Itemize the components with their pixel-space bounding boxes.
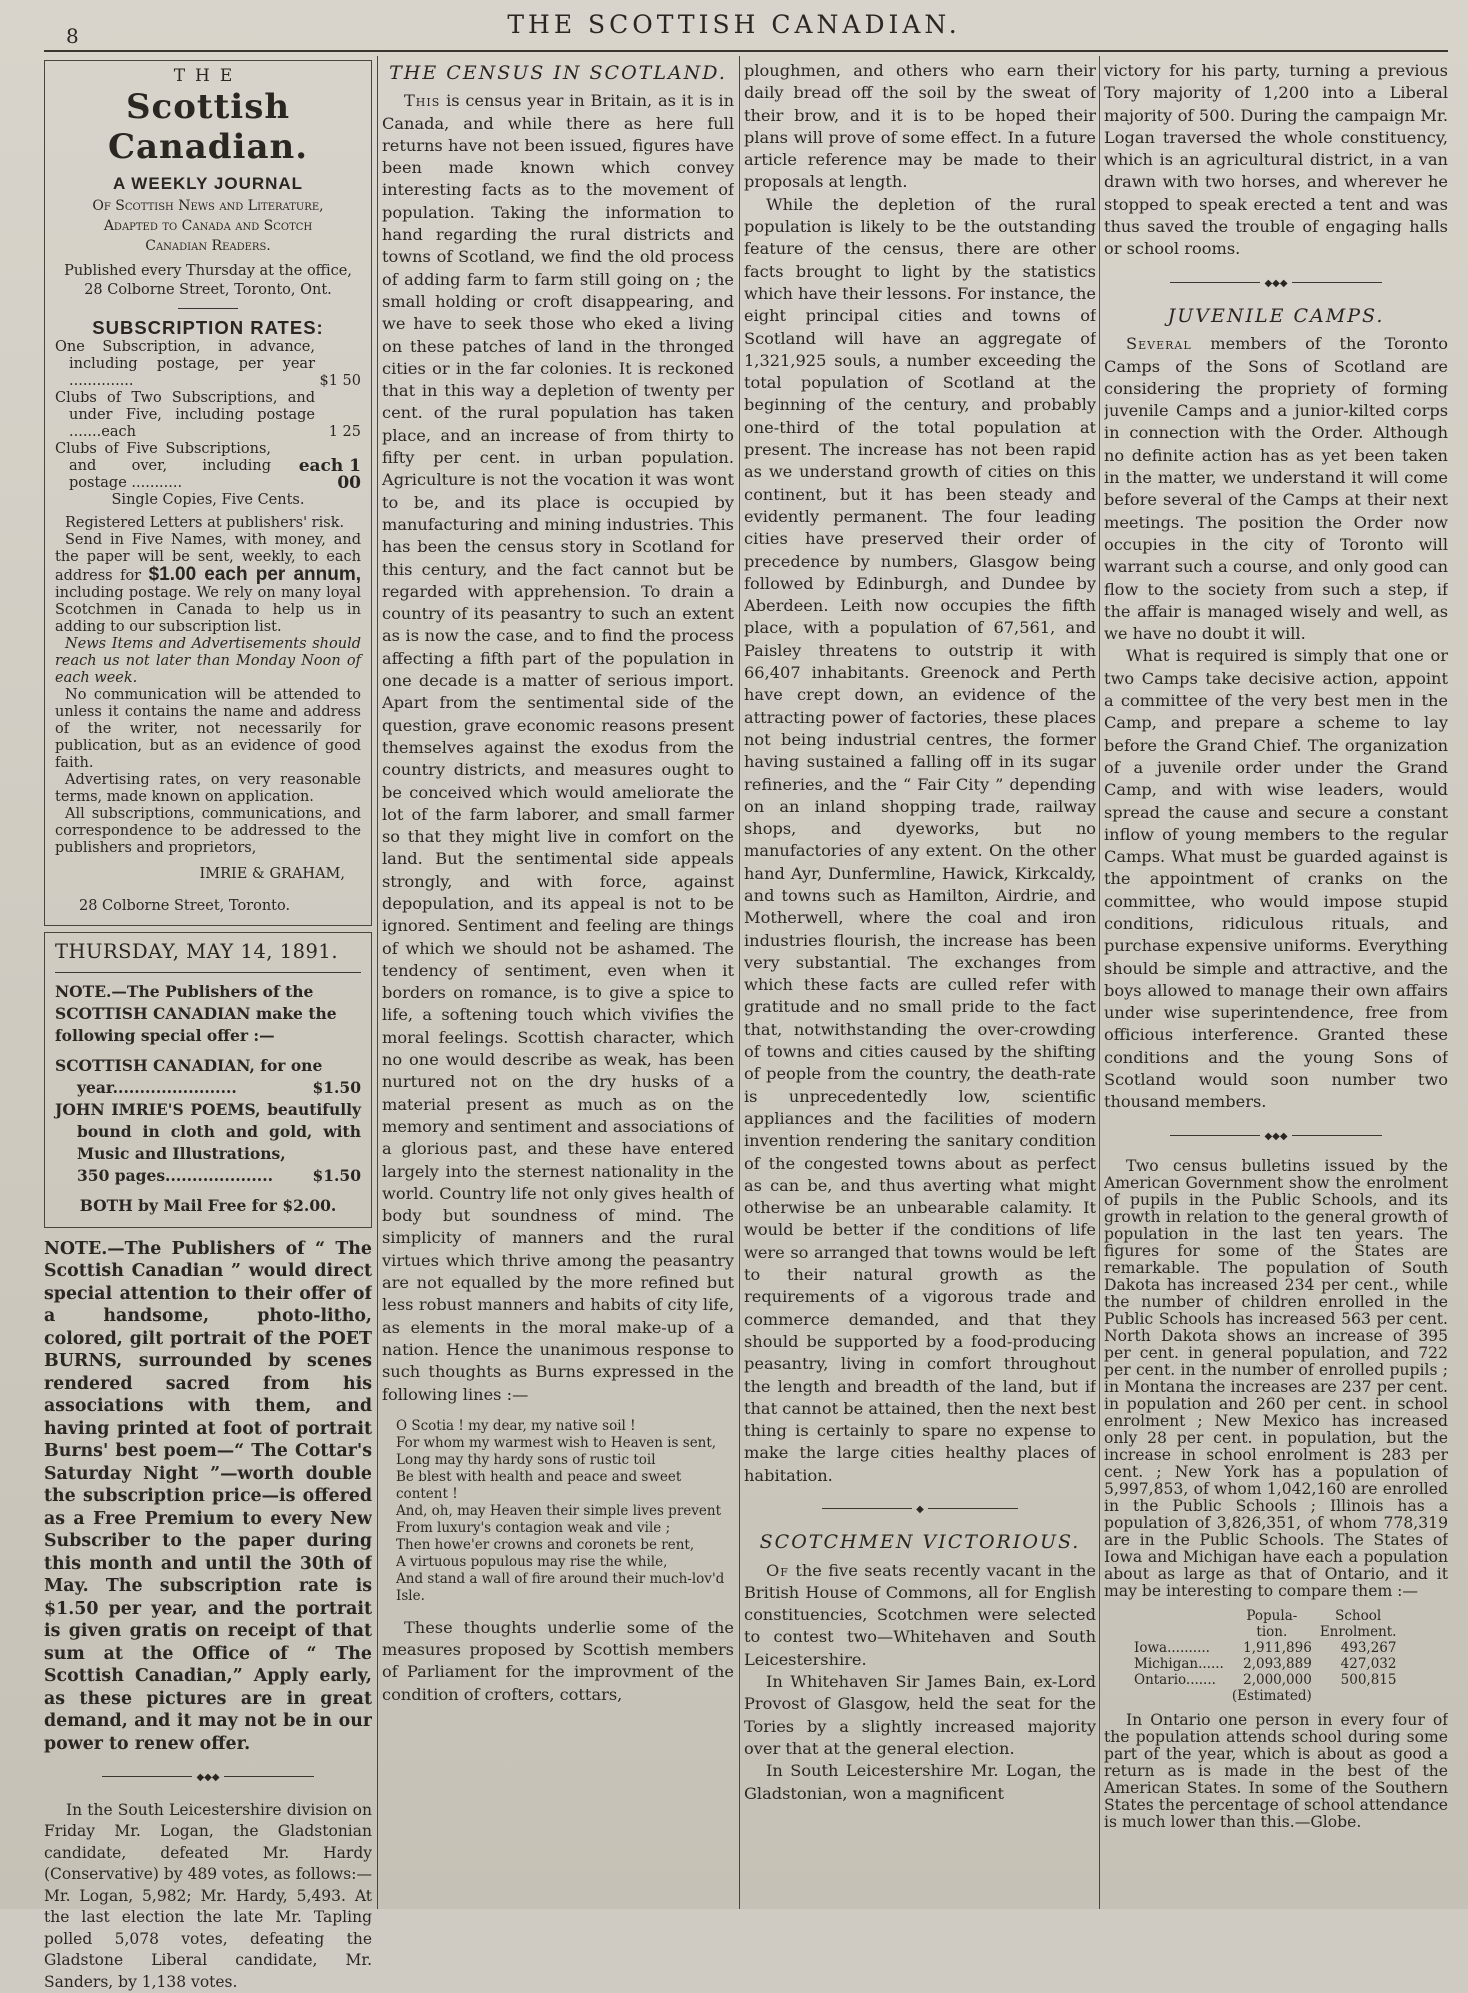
leicestershire-result: In the South Leicestershire division on Friday Mr. Logan, the Gladstonian candidate, defeated Mr. Hardy (Conservative) by 489 votes, as follows:—Mr. Logan, 5,982; Mr. Hardy, 5,493. At the last election the late Mr. Tapling polled 5,078 votes, defeating the Gladstone Liberal candidate, Mr. Sanders, by 1,138 votes. (44, 1800, 372, 1991)
published-notice: Published every Thursday at the office, 28 Colborne Street, Toronto, Ont. (64, 262, 352, 298)
separator-ornament: ◆◆◆ (44, 1765, 372, 1789)
offer-line: year....................... $1.50 (77, 1077, 361, 1097)
column-2 (382, 60, 734, 1706)
divider (178, 308, 238, 309)
registered-letters: Registered Letters at publishers' risk. (65, 514, 345, 531)
column-1 (44, 60, 372, 1993)
subscription-rates-title: SUBSCRIPTION RATES: (92, 316, 324, 338)
ontario-paragraph: In Ontario one person in every four of the population attends school during some part of the year, which is about as good a return as is made in the best of the American States. In some of the Southern States the percentage of school attendance is much lower than this.—Globe. (1104, 1710, 1448, 1831)
juvenile-camps-heading: JUVENILE CAMPS. (1167, 304, 1385, 327)
table-row: Ontario....... 2,000,000 500,815 (1134, 1671, 1397, 1688)
burns-portrait-note: NOTE.—The Publishers of “ The Scottish Canadian ” would direct special attention to their offer of a handsome, photo-litho, colored, gilt portrait of the POET BURNS, surrounded by scenes rendered sacred from his associations with them, and having printed at foot of portrait Burns' best poem—“ The Cottar's Saturday Night ”—worth double the subscription price—is offered as a Free Premium to every New Subscriber to the paper during this month and until the 30th of May. The subscription rate is $1.50 per year, and the portrait is given gratis on receipt of that sum at the Office of “ The Scottish Canadian,” Apply early, as these pictures are in great demand, and it may not be in our power to renew offer. (44, 1238, 372, 1754)
subtitle-line: Adapted to Canada and Scotch (103, 217, 313, 234)
communication-notice: No communication will be attended to unless it contains the name and address of the writer, not necessarily for publication, but as an evidence of good faith. (55, 686, 361, 771)
table-row: Michigan...... 2,093,889 427,032 (1134, 1655, 1397, 1672)
rate-row: Clubs of Five Subscriptions, and over, including postage ........... each 1 00 (55, 440, 361, 493)
date-offer-box (44, 932, 372, 1227)
census-paragraph: While the depletion of the rural population is likely to be the outstanding feature of the census, there are other facts brought to light by the statistics which have their lessons. For instance, the eight principal cities and towns of Scotland will have an aggregate of 1,321,925 souls, a number exceeding the total population of Scotland at the beginning of the century, and probably one-third of the total population at present. The increase has not been rapid as we understand growth of cities on this continent, but it has been steady and evidently permanent. The four leading cities have preserved their order of precedence by numbers, Glasgow being followed by Edinburgh, and Dundee by Aberdeen. Leith now occupies the fifth place, with a population of 67,561, and Paisley threatens to outstrip it with 66,407 inhabitants. Greenock and Perth have crept down, an evidence of the attracting power of factories, these places not being industrial centres, the former having sustained a falling off in its sugar refineries, and the “ Fair City ” depending on an inland shopping trade, railway shops, and dyeworks, but no manufactories of any extent. On the other hand Ayr, Dunfermline, Hawick, Kirkcaldy, and towns such as Hamilton, Airdrie, and Motherwell, where the coal and iron industries flourish, the increase has been very substantial. The exchanges from which these facts are culled refer with gratitude and no small pride to the fact that, notwithstanding the over-crowding of towns and cities caused by the shifting of people from the country, the death-rate is unprecedentedly low, scientific appliances and the facilities of modern invention rendering the sanitary condition of the congested towns about as perfect as can be, and thus averting what might otherwise be an unbearable calamity. It would be better if the conditions of life were so arranged that towns would be left to their natural growth as the requirements of a vigorous trade and commerce demanded, and that they should be supported by a food-producing peasantry, living in comfort throughout the length and breadth of the land, but if that cannot be attained, then the next best thing is certainly to spare no expense to make the large cities healthy places of habitation. (744, 194, 1096, 1485)
correspondence-notice: All subscriptions, communications, and correspondence to be addressed to the publishers and proprietors, (55, 805, 361, 856)
publication-logo: Scottish Canadian. (107, 87, 309, 168)
election-paragraph: In Whitehaven Sir James Bain, ex-Lord Provost of Glasgow, held the seat for the Tories by a slightly increased majority over that at the general election. (744, 1672, 1096, 1758)
separator-ornament: ◆◆◆ (1104, 1124, 1448, 1148)
single-copies: Single Copies, Five Cents. (111, 491, 305, 508)
proprietors-signature: IMRIE & GRAHAM, (199, 865, 345, 882)
enrolment-table: Popula- School tion. Enrolment. Iowa.......... 1,911,896 493,267 Michigan...... 2,093,889 427,032 Ontario....... 2,000,000 500,815 (Estimated) (1130, 1608, 1448, 1704)
census-paragraph: This is census year in Britain, as it is in Canada, and while there as here full returns have not been issued, figures have been made known which convey interesting facts as to the movement of population. Taking the information to hand regarding the rural districts and towns of Scotland, we find the old process of adding farm to farm still going on ; the small holding or croft disappearing, and we have to seek those who eked a living on these patches of land in the thronged cities or in the far colonies. It is reckoned that in this way a depletion of twenty per cent. of the rural population has taken place, and an increase of from thirty to fifty per cent. in urban population. Agriculture is not the vocation it was wont to be, and its place is occupied by manufacturing and mining industries. This has been the census story in Scotland for this century, and the fact cannot but be regarded with apprehension. To drain a country of its peasantry to such an extent as is now the case, and to find the process affecting a fifth part of the population in one decade is a matter of serious import. Apart from the sentimental side of the question, grave economic reasons present themselves against the exodus from the country districts, and measures ought to be conceived which would ameliorate the lot of the farm laborer, and small farmer so that they might live in comfort on the land. But the sentimental side appeals strongly, and with force, against depopulation, and its appeal is not to be ignored. Sentiment and feeling are things of which we should not be ashamed. The tendency of sentiment, even when it borders on romance, is to give a spice to life, a softening touch which vivifies the moral feelings. Scottish character, which no one would describe as weak, has been nurtured not on the dry husks of a material present as much as on the memory and sentiment and associations of a glorious past, and these have entered largely into the sternest nationality in the world. Country life not only gives health of body but soundness of mind. The simplicity of manners and the rural virtues which thrive among the peasantry are not equalled by the more refined but less robust manners and habits of city life, as elements in the moral make-up of a nation. Hence the unanimous response to such thoughts as Burns expressed in the following lines :— (382, 91, 734, 1404)
divider (55, 972, 361, 973)
election-paragraph: In South Leicestershire Mr. Logan, the Gladstonian, won a magnificent (744, 1761, 1096, 1803)
census-paragraph: ploughmen, and others who earn their daily bread off the soil by the sweat of their brow, and it is to be hoped their plans will prove of some effect. In a future article reference may be made to their proposals at length. (744, 61, 1096, 192)
annual-price: $1.00 each per annum, (148, 563, 361, 585)
election-paragraph: Of the five seats recently vacant in the British House of Commons, all for English constituencies, Scotchmen were selected to contest two—Whitehaven and South Leicestershire. (744, 1560, 1096, 1669)
column-rule (377, 56, 378, 1909)
special-offer-note: NOTE.—The Publishers of the SCOTTISH CANADIAN make the following special offer :— (55, 981, 337, 1045)
column-4 (1104, 60, 1448, 1831)
census-bulletins-paragraph: Two census bulletins issued by the American Government show the enrolment of pupils in the Public Schools, and its growth in relation to the general growth of population in the last ten years. The figures for some of the States are remarkable. The population of South Dakota has increased 234 per cent., while the number of children enrolled in the Public Schools has increased 563 per cent. North Dakota shows an increase of 395 per cent. in general population, and 722 per cent. in the number of enrolled pupils ; in Montana the increases are 237 per cent. in population and 260 per cent. in school enrolment ; New Mexico has increased only 28 per cent. in population, but the increase in school enrolment is 283 per cent. ; New York has a population of 5,997,853, of whom 1,042,160 are enrolled in the Public Schools ; Illinois has a population of 3,826,351, of whom 778,319 are in the Public Schools. The States of Iowa and Michigan have each a population about as large as that of Ontario, and it may be interesting to compare them :— (1104, 1156, 1448, 1600)
scotchmen-heading: SCOTCHMEN VICTORIOUS. (759, 1531, 1081, 1554)
column-rule (739, 56, 740, 1909)
offer-line: SCOTTISH CANADIAN, for one (55, 1055, 323, 1075)
publication-info-box (44, 60, 372, 926)
running-title: THE SCOTTISH CANADIAN. (507, 10, 961, 39)
news-items-deadline: News Items and Advertisements should reach us not later than Monday Noon of each week. (55, 635, 361, 686)
subtitle-line: Canadian Readers. (145, 237, 271, 254)
page-number: 8 (66, 24, 79, 48)
both-offer: BOTH by Mail Free for $2.00. (79, 1195, 337, 1215)
issue-date: THURSDAY, MAY 14, 1891. (55, 940, 339, 964)
logo-the: THE (173, 66, 243, 86)
election-paragraph: victory for his party, turning a previous Tory majority of 1,200 into a Liberal majority of 500. During the campaign Mr. Logan traversed the whole constituency, which is an agricultural district, in a van drawn with two horses, and wherever he stopped to speak erected a tent and was thus saved the trouble of engaging halls or school rooms. (1104, 61, 1448, 259)
camps-paragraph: What is required is simply that one or two Camps take decisive action, appoint a committee of the very best men in the Camp, and prepare a scheme to lay before the Grand Chief. The organization of a juvenile order under the Grand Camp, and with wise leaders, would spread the cause and secure a constant inflow of young members to the regular Camps. What must be guarded against is the appointment of cranks on the committee, who would impose stupid conditions, ridiculous rituals, and purchase expensive uniforms. Everything should be simple and attractive, and the boys allowed to manage their own affairs under wise superintendence, free from officious interference. Granted these conditions and the young Sons of Scotland would soon number two thousand members. (1104, 646, 1448, 1112)
column-rule (1099, 56, 1100, 1909)
burns-poem: O Scotia ! my dear, my native soil ! For whom my warmest wish to Heaven is sent, Long may thy hardy sons of rustic toil Be blest with health and peace and sweet content ! And, oh, may Heaven their simple lives prevent From luxury's contagion weak and vile ; Then howe'er crowns and coronets be rent, A virtuous populous may rise the while, And stand a wall of fire around their much-lov'd Isle. (396, 1417, 725, 1604)
table-row: Iowa.......... 1,911,896 493,267 (1134, 1639, 1397, 1656)
subtitle-line: Of Scottish News and Literature, (92, 197, 324, 214)
separator-ornament: ◆ (744, 1497, 1096, 1521)
offer-line: JOHN IMRIE'S POEMS, beautifully bound in cloth and gold, with Music and Illustrations, (55, 1099, 361, 1163)
census-paragraph: These thoughts underlie some of the measures proposed by Scottish members of Parliament for the improvment of the condition of crofters, cottars, (382, 1617, 734, 1704)
weekly-journal: A WEEKLY JOURNAL (112, 174, 304, 194)
camps-paragraph: Several members of the Toronto Camps of the Sons of Scotland are considering the propriety of forming juvenile Camps and a junior-kilted corps in connection with the Order. Although no definite action has as yet been taken in the matter, we understand it will come before several of the Camps at their next meetings. The position the Order now occupies in the city of Toronto will warrant such a course, and only good can flow to the society from such a step, if the affair is managed wisely and well, as we have no doubt it will. (1104, 334, 1448, 644)
masthead (0, 0, 1468, 48)
send-names: Send in Five Names, with money, and the paper will be sent, weekly, to each address for $1.00 each per annum, including postage. We rely on many loyal Scotchmen in Canada to help us in adding to our subscription list. (55, 531, 361, 635)
separator-ornament: ◆◆◆ (1104, 271, 1448, 295)
offer-line: 350 pages.................... $1.50 (77, 1165, 361, 1185)
column-3 (744, 60, 1096, 1805)
rate-row: One Subscription, in advance, including postage, per year .............. $1 50 (55, 338, 361, 389)
top-rule (44, 50, 1448, 52)
rate-row: Clubs of Two Subscriptions, and under Five, including postage .......each 1 25 (55, 389, 361, 440)
office-address: 28 Colborne Street, Toronto. (79, 898, 291, 915)
census-heading: THE CENSUS IN SCOTLAND. (389, 62, 727, 84)
advertising-notice: Advertising rates, on very reasonable terms, made known on application. (55, 771, 361, 805)
